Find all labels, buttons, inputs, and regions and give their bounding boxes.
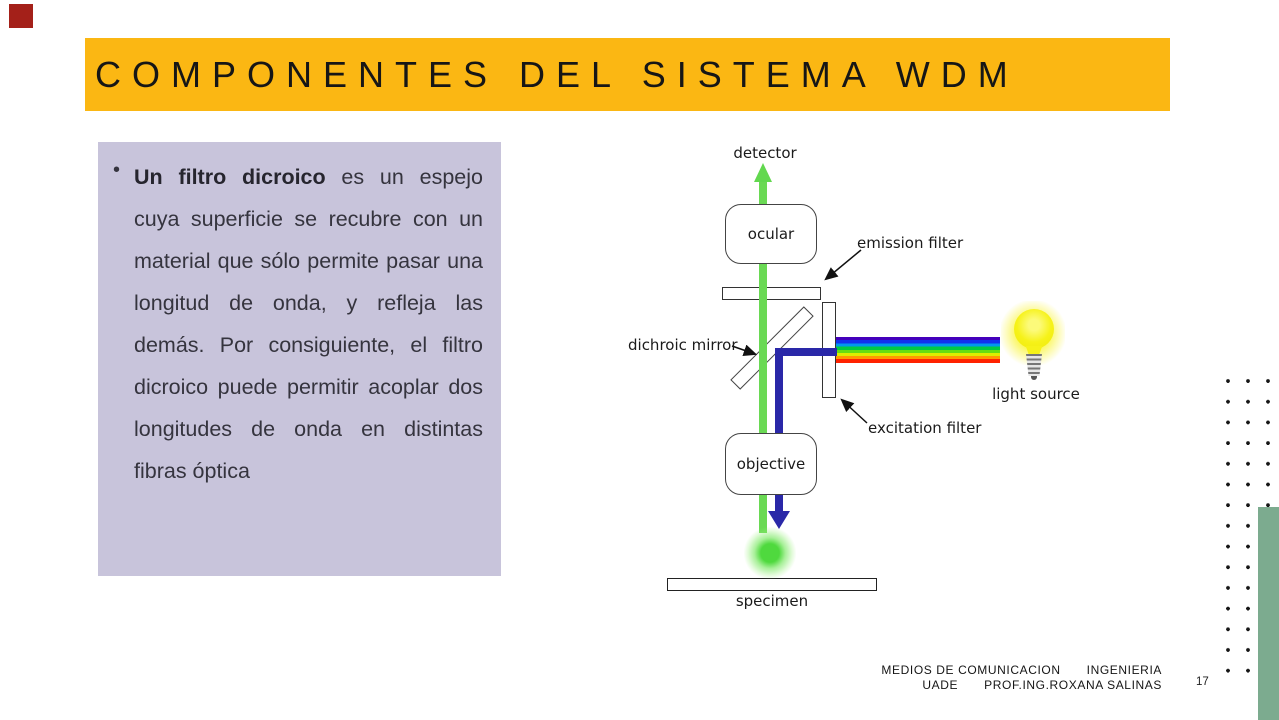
- detector-label: detector: [733, 144, 797, 162]
- footer: [881, 663, 1162, 693]
- footer-university: UADE: [922, 678, 959, 692]
- page-number: 17: [1196, 676, 1209, 688]
- green-side-bar: [1258, 507, 1279, 720]
- footer-program: INGENIERIA: [1086, 663, 1162, 677]
- light-source-label: light source: [992, 385, 1080, 403]
- excitation-filter-label: excitation filter: [868, 419, 982, 437]
- definition-body: es un espejo cuya superficie se recubre con un material que sólo permite pasar una longitud de onda, y refleja las demás. Por consiguiente, el filtro dicroico puede permitir acoplar dos longitudes de onda en distintas fibras óptica: [134, 165, 483, 483]
- footer-course: MEDIOS DE COMUNICACION: [881, 663, 1061, 677]
- definition-text: [134, 156, 483, 492]
- excitation-filter-arrow: [842, 400, 867, 423]
- emission-filter-arrow: [826, 250, 861, 279]
- definition-bold-lead: Un filtro dicroico: [134, 165, 326, 189]
- objective-label: objective: [736, 455, 806, 473]
- definition-textbox: [98, 142, 501, 576]
- bullet-marker: •: [113, 159, 121, 181]
- title-bar: [85, 38, 1170, 111]
- annotation-arrows: [600, 140, 1100, 620]
- microscope-diagram: [600, 140, 1100, 620]
- footer-line-2: [881, 678, 1162, 693]
- red-accent-rect: [9, 4, 33, 28]
- footer-professor: PROF.ING.ROXANA SALINAS: [984, 678, 1162, 692]
- specimen-label: specimen: [735, 592, 809, 610]
- ocular-label: ocular: [747, 225, 795, 243]
- dichroic-mirror-label: dichroic mirror: [628, 336, 738, 354]
- page-title: COMPONENTES DEL SISTEMA WDM: [95, 53, 1019, 95]
- footer-line-1: [881, 663, 1162, 678]
- emission-filter-label: emission filter: [857, 234, 964, 252]
